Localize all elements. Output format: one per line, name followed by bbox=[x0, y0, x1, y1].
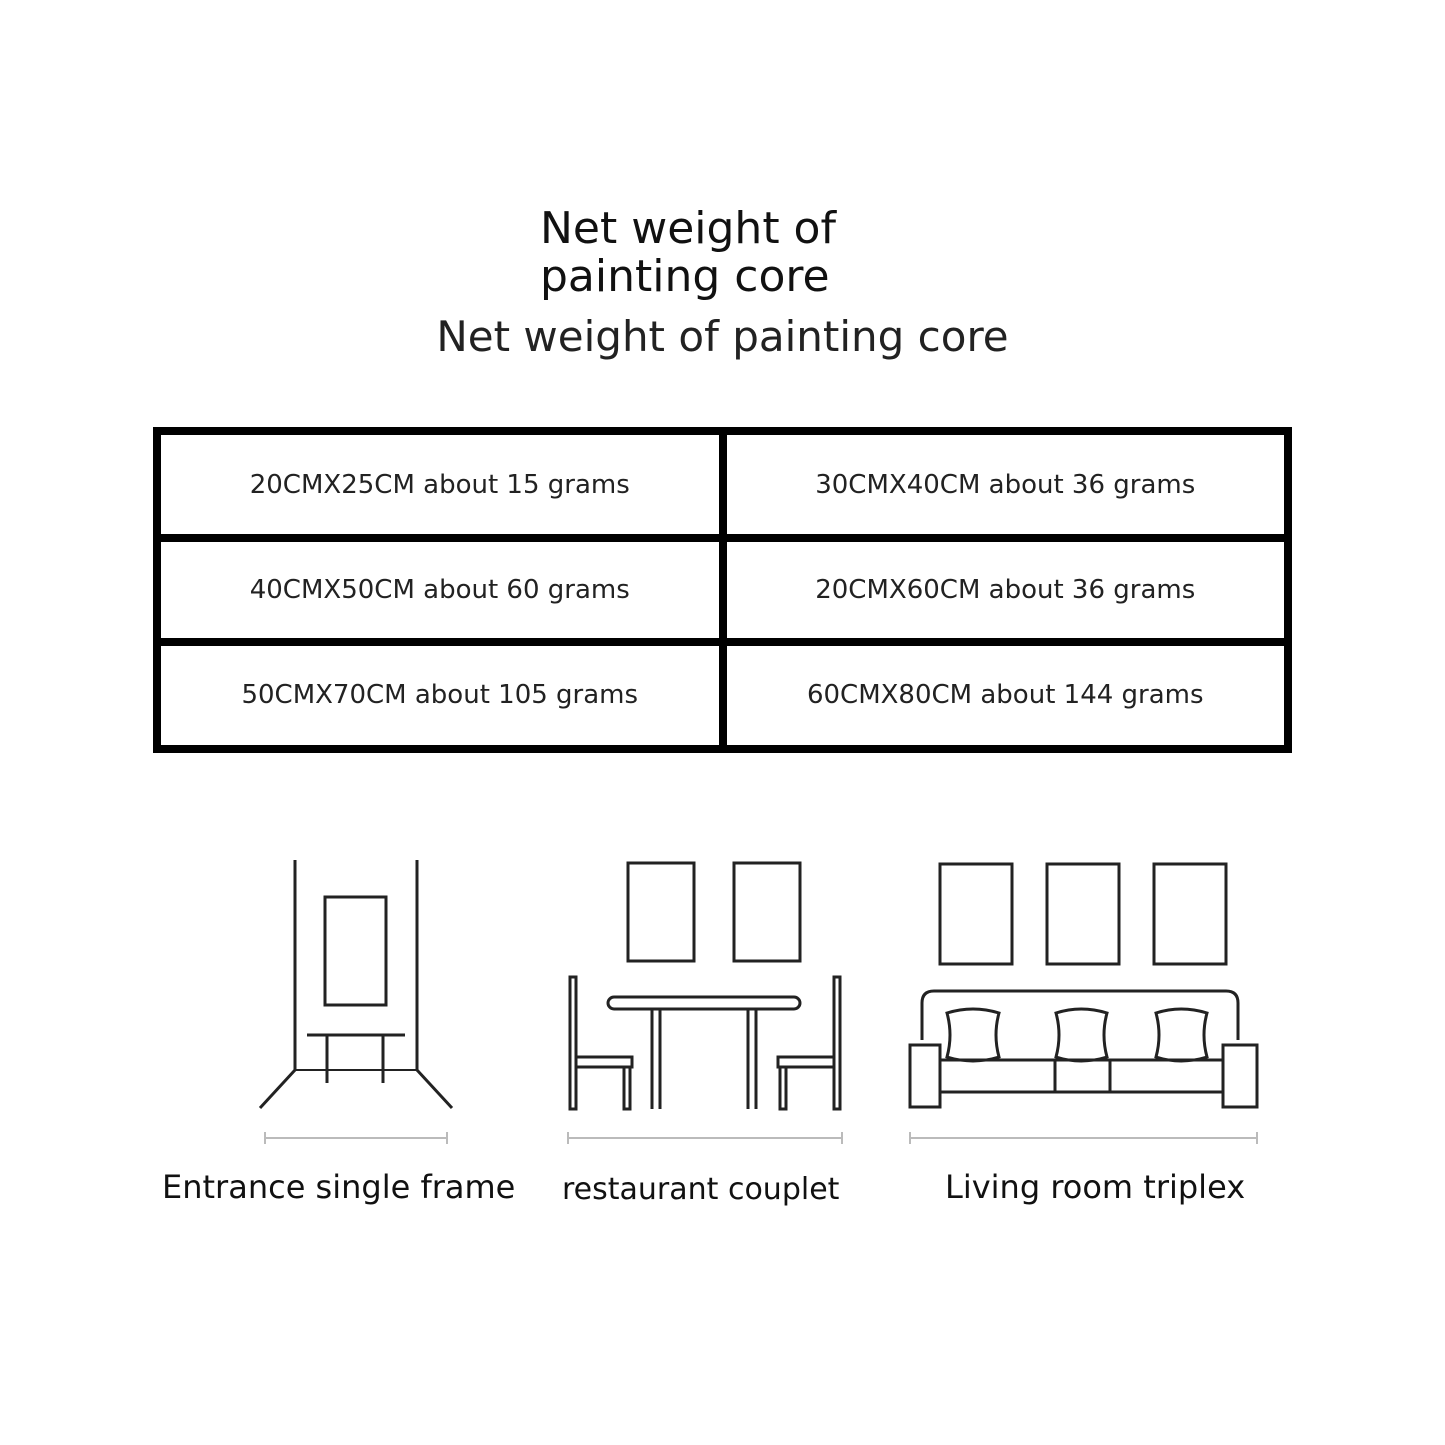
page-title-line-1: Net weight of bbox=[540, 203, 836, 254]
scene-label-restaurant: restaurant couplet bbox=[562, 1172, 840, 1207]
weight-cell: 60CMX80CM about 144 grams bbox=[723, 642, 1285, 745]
weight-cell: 30CMX40CM about 36 grams bbox=[723, 435, 1285, 538]
entrance-single-frame-icon bbox=[255, 855, 460, 1145]
scene-label-entrance: Entrance single frame bbox=[162, 1168, 516, 1206]
weight-cell: 40CMX50CM about 60 grams bbox=[161, 538, 723, 641]
weight-cell: 20CMX60CM about 36 grams bbox=[723, 538, 1285, 641]
restaurant-couplet-icon bbox=[560, 855, 850, 1145]
page-title bbox=[540, 205, 920, 301]
living-room-triplex-icon bbox=[905, 855, 1265, 1145]
page-title-line-2: painting core bbox=[540, 251, 830, 302]
page-subtitle: Net weight of painting core bbox=[436, 312, 1009, 361]
weight-table bbox=[153, 427, 1292, 753]
weight-cell: 20CMX25CM about 15 grams bbox=[161, 435, 723, 538]
scene-label-living-room: Living room triplex bbox=[945, 1168, 1246, 1206]
weight-cell: 50CMX70CM about 105 grams bbox=[161, 642, 723, 745]
